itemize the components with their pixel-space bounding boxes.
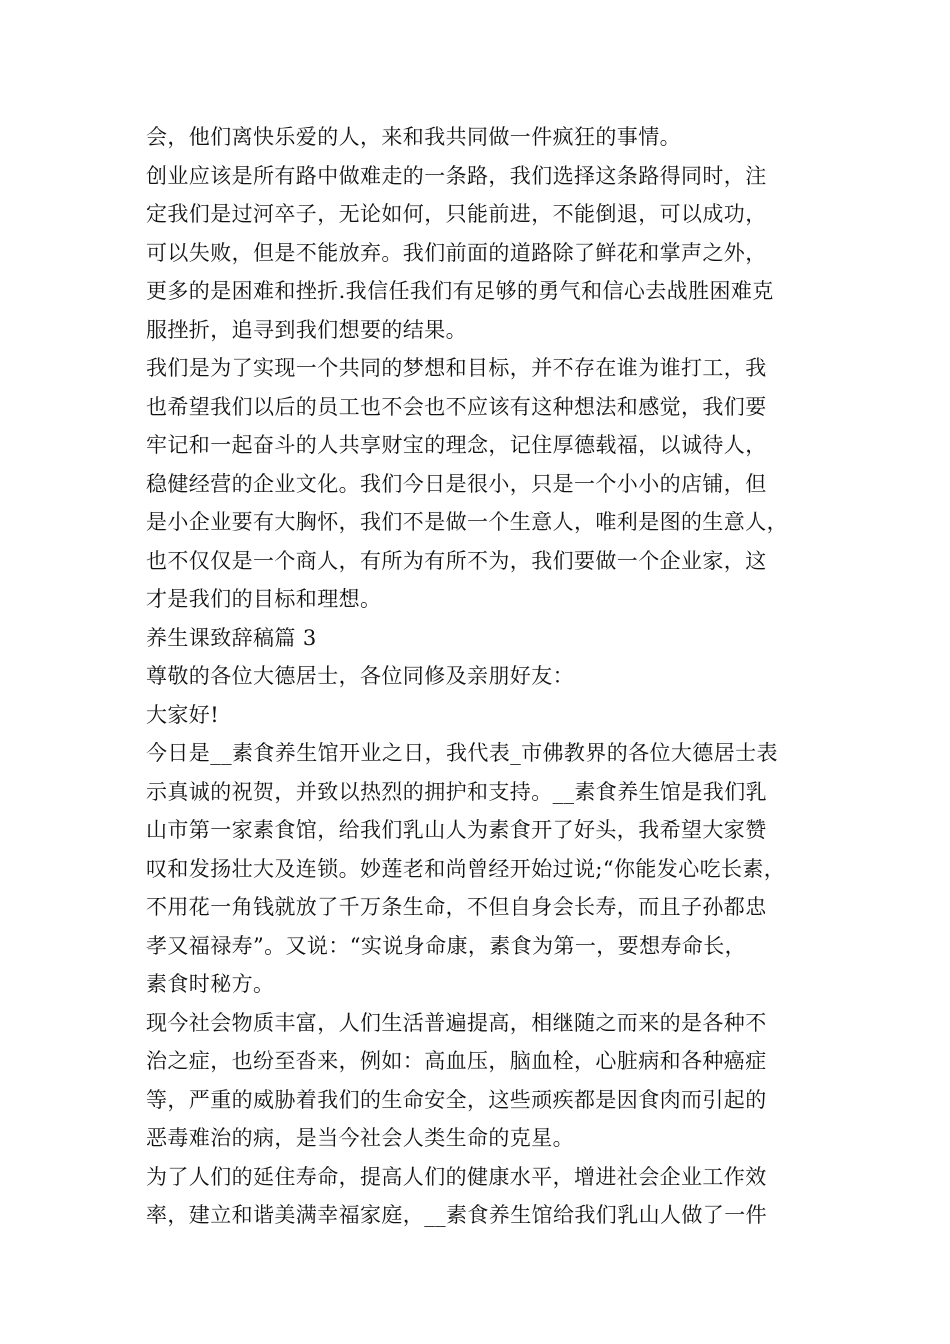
text-line: 今日是__素食养生馆开业之日，我代表_市佛教界的各位大德居士表 [146, 741, 778, 765]
text-line: 我们是为了实现一个共同的梦想和目标，并不存在谁为谁打工，我 [146, 356, 767, 380]
text-line: 可以失败，但是不能放弃。我们前面的道路除了鲜花和掌声之外， [146, 240, 767, 265]
text-line: 定我们是过河卒子，无论如何，只能前进，不能倒退，可以成功， [146, 202, 767, 226]
text-line: 不用花一角钱就放了千万条生命，不但自身会长寿，而且子孙都忠 [146, 895, 767, 919]
body-text [146, 118, 846, 1235]
salutation: 尊敬的各位大德居士，各位同修及亲朋好友： [146, 664, 574, 688]
text-line: 也希望我们以后的员工也不会也不应该有这种想法和感觉，我们要 [146, 394, 767, 419]
text-line: 更多的是困难和挫折.我信任我们有足够的勇气和信心去战胜困难克 [146, 279, 774, 303]
text-line: 创业应该是所有路中做难走的一条路，我们选择这条路得同时，注 [146, 163, 767, 188]
text-line: 为了人们的延住寿命，提高人们的健康水平，增进社会企业工作效 [146, 1164, 767, 1189]
text-line: 素食时秘方。 [146, 972, 275, 996]
text-line: 现今社会物质丰富，人们生活普遍提高，相继随之而来的是各种不 [146, 1010, 767, 1035]
text-line: 稳健经营的企业文化。我们今日是很小，只是一个小小的店铺，但 [146, 471, 767, 496]
text-line: 率，建立和谐美满幸福家庭，__素食养生馆给我们乳山人做了一件 [146, 1203, 767, 1227]
text-line: 也不仅仅是一个商人，有所为有所不为，我们要做一个企业家，这 [146, 548, 767, 573]
text-line: 山市第一家素食馆，给我们乳山人为素食开了好头，我希望大家赞 [146, 818, 767, 842]
text-line: 治之症，也纷至沓来，例如：高血压，脑血栓，心脏病和各种癌症 [146, 1049, 767, 1073]
text-line: 牢记和一起奋斗的人共享财宝的理念，记住厚德载福，以诚待人， [146, 433, 767, 457]
text-line: 会，他们离快乐爱的人，来和我共同做一件疯狂的事情。 [146, 125, 681, 149]
text-line: 叹和发扬壮大及连锁。妙莲老和尚曾经开始过说;“你能发心吃长素， [146, 856, 786, 881]
text-line: 孝又福禄寿”。又说：“实说身命康，素食为第一，要想寿命长， [146, 933, 747, 958]
text-line: 服挫折，追寻到我们想要的结果。 [146, 317, 467, 342]
text-line: 恶毒难治的病，是当今社会人类生命的克星。 [146, 1126, 574, 1150]
text-line: 才是我们的目标和理想。 [146, 587, 382, 611]
text-line: 示真诚的祝贺，并致以热烈的拥护和支持。__素食养生馆是我们乳 [146, 779, 767, 804]
greeting: 大家好! [146, 702, 220, 727]
text-line: 是小企业要有大胸怀，我们不是做一个生意人，唯利是图的生意人， [146, 510, 788, 534]
text-line: 等，严重的威胁着我们的生命安全，这些顽疾都是因食肉而引起的 [146, 1087, 767, 1112]
section-heading: 养生课致辞稿篇 3 [146, 625, 317, 650]
